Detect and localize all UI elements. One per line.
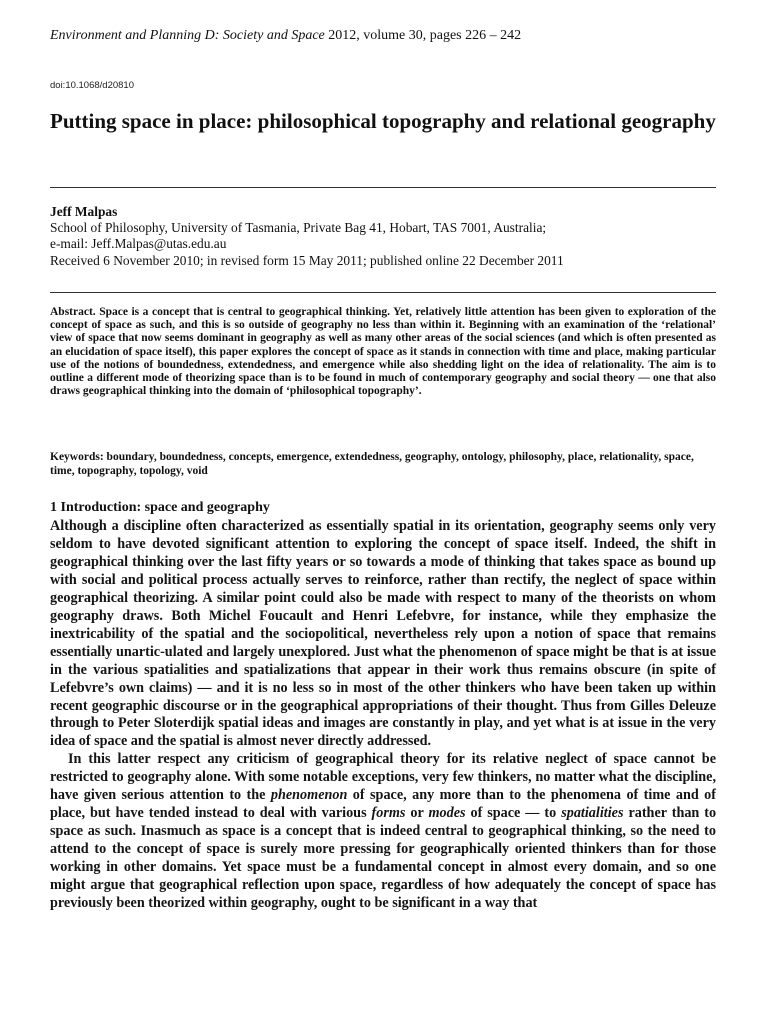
emphasis-phenomenon: phenomenon — [270, 787, 348, 804]
doi[interactable]: doi:10.1068/d20810 — [50, 80, 134, 91]
emphasis-spatialities: spatialities — [561, 805, 624, 822]
author-email[interactable]: e-mail: Jeff.Malpas@utas.edu.au — [50, 236, 227, 252]
article-dates: Received 6 November 2010; in revised form 15 May 2011; published online 22 December 2011 — [50, 252, 564, 268]
keywords — [50, 450, 716, 478]
keywords-text: boundary, boundedness, concepts, emergence, extendedness, geography, ontology, philosophy, place, relationality, space, time, topography, topology, void — [50, 451, 694, 477]
abstract-label: Abstract. — [50, 306, 96, 318]
emphasis-forms: forms — [371, 805, 406, 822]
journal-page — [50, 0, 716, 1024]
divider-bottom — [50, 292, 716, 293]
emphasis-modes: modes — [428, 805, 466, 822]
author-affiliation: School of Philosophy, University of Tasmania, Private Bag 41, Hobart, TAS 7001, Australia; — [50, 220, 547, 236]
journal-citation — [50, 27, 521, 45]
divider-top — [50, 187, 716, 188]
section-heading: 1 Introduction: space and geography — [50, 500, 270, 515]
paragraph-2-part: rather than to space as such. Inasmuch as space is a concept that is indeed central to geographical thinking, so the need to attend to the concept of space is surely more pressing for geographically oriented thinkers than for those working in other domains. Yet space must be a fundamental concept in almost every domain, and so one might argue that geographical reflection upon space, regardless of how adequately the concept of space has previously been theorized within geography, ought to be significant in a way that — [50, 805, 717, 912]
paragraph-2-part: In this latter respect any criticism of geographical theory for its relative neglect of space cannot be restricted to geography alone. With some notable exceptions, very few thinkers, no matter what the discipline, have given serious attention to the — [50, 751, 716, 804]
abstract — [50, 306, 716, 398]
article-title: Putting space in place: philosophical topography and relational geography — [50, 109, 716, 133]
paragraph-1: Although a discipline often characterized as essentially spatial in its orientation, geography seems only very seldom to have devoted significant attention to exploring the concept of space itself. Indeed, the shift in geographical thinking over the last fifty years or so towards a mode of thinking that takes space as bound up with social and political process actually serves to reinforce, rather than rectify, the neglect of space within geographical theorizing. A similar point could also be made with respect to many of the theorists on whom geography draws. Both Michel Foucault and Henri Lefebvre, for instance, while they emphasize the inextricability of the spatial and the sociopolitical, nevertheless rely upon a notion of space that remains essentially unartic-ulated and largely unexplored. Just what the phenomenon of space might be that is at issue in the various spatialities and spatializations that appear in their work thus remains obscure (in spite of Lefebvre’s own claims) — and it is no less so in most of the other thinkers who have been taken up within recent geographic discourse or in the geographical appropriations of their thought. Thus from Gilles Deleuze through to Peter Sloterdijk spatial ideas and images are constantly in play, and yet what is at issue in the very idea of space and the spatial is almost never directly addressed. — [50, 518, 716, 750]
body-text — [50, 518, 716, 913]
paragraph-2-part: or — [410, 805, 424, 822]
author-name: Jeff Malpas — [50, 204, 118, 219]
abstract-text: Space is a concept that is central to geographical thinking. Yet, relatively little attention has been given to exploration of the concept of space as such, and this is so outside of geography no less than within it. Beginning with an examination of the ‘relational’ view of space that now seems dominant in geography as well as many other areas of the social sciences (and which is often presented as an elucidation of space itself), this paper explores the concept of space as it stands in connection with time and place, making particular use of the notions of boundedness, extendedness, and emergence while also shedding light on the idea of relationality. The aim is to outline a different mode of theorizing space than is to be found in much of contemporary geography and social theory — one that also draws geographical thinking into the domain of ‘philosophical topography’. — [50, 306, 716, 398]
journal-name: Environment and Planning D: Society and Space — [50, 28, 325, 43]
paragraph-2 — [50, 751, 716, 913]
paragraph-2-part: of space, any more than to the phenomena of time and of place, but have tended instead to deal with various — [50, 787, 716, 822]
paragraph-2-part: of space — to — [470, 805, 557, 822]
keywords-label: Keywords: — [50, 451, 104, 463]
journal-details: 2012, volume 30, pages 226 – 242 — [328, 28, 522, 43]
author-block — [50, 204, 716, 269]
